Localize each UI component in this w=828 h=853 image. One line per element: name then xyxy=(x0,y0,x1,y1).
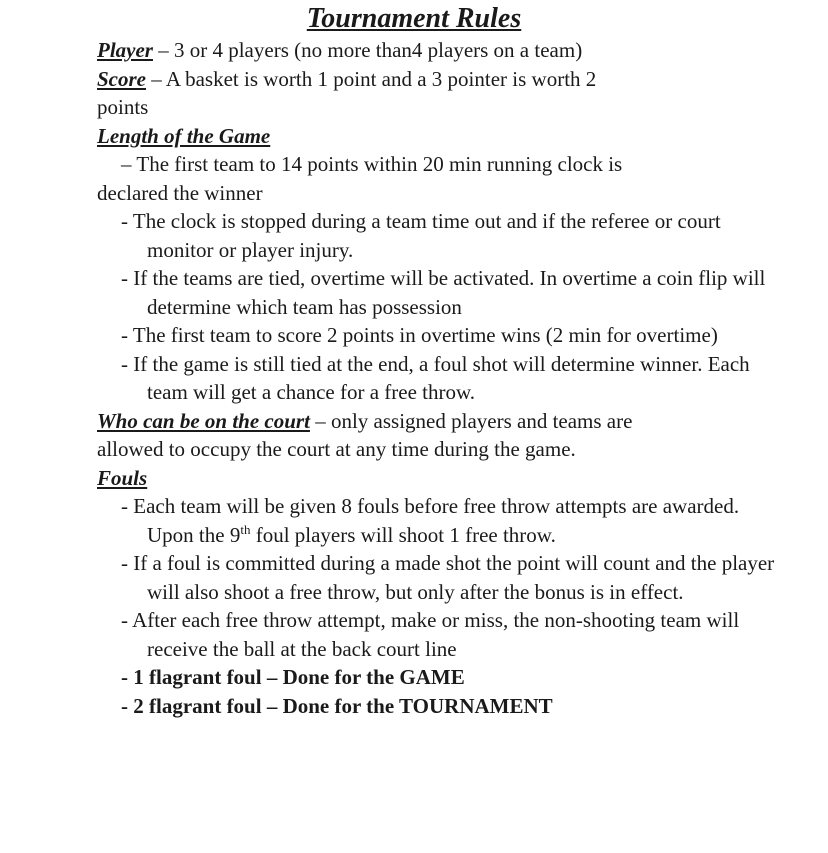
score-text: – A basket is worth 1 point and a 3 pointer is worth 2 xyxy=(146,66,597,91)
court-label: Who can be on the court xyxy=(97,408,310,433)
court-text: – only assigned players and teams are xyxy=(309,408,633,433)
fouls-label: Fouls xyxy=(97,465,148,490)
length-bullet-tiebreak: - If the game is still tied at the end, a foul shot will determine winner. Each team will get a chance for a free throw. xyxy=(121,351,750,404)
fouls-bullet-made-shot: - If a foul is committed during a made shot the point will count and the player will also shoot a free throw, but only after the bonus is in effect. xyxy=(121,551,775,604)
fouls-bullet-flagrant-tournament: - 2 flagrant foul – Done for the TOURNAMENT xyxy=(121,693,553,718)
length-bullet-overtime-win: - The first team to score 2 points in overtime wins (2 min for overtime) xyxy=(121,323,718,347)
length-bullet-clock: - The clock is stopped during a team time out and if the referee or court monitor or player injury. xyxy=(121,209,721,262)
score-label: Score xyxy=(97,66,146,91)
fouls-bullet-limit-text-end: foul players will shoot 1 free throw. xyxy=(250,522,556,547)
page-title: Tournament Rules xyxy=(306,3,522,34)
length-rule: – The first team to 14 points within 20 min running clock is xyxy=(121,152,623,176)
player-label: Player xyxy=(97,38,153,62)
length-label: Length of the Game xyxy=(97,123,271,148)
court-rule-continued: allowed to occupy the court at any time during the game. xyxy=(97,437,576,461)
player-rule xyxy=(97,36,788,65)
court-rule xyxy=(97,407,788,436)
length-heading xyxy=(97,122,788,151)
length-bullet-overtime: - If the teams are tied, overtime will be activated. In overtime a coin flip will determine which team has possession xyxy=(121,266,766,319)
fouls-bullet-possession: - After each free throw attempt, make or miss, the non-shooting team will receive the ball at the back court line xyxy=(121,608,740,661)
player-text: – 3 or 4 players (no more than4 players on a team) xyxy=(152,38,583,62)
score-rule xyxy=(97,65,788,94)
ordinal-suffix: th xyxy=(240,521,251,537)
length-rule-continued: declared the winner xyxy=(97,180,263,205)
fouls-bullet-limit-text: - Each team will be given 8 fouls before free throw attempts are awarded. Upon the 9 xyxy=(121,494,740,547)
fouls-bullet-limit xyxy=(121,492,788,549)
score-rule-continued: points xyxy=(97,95,149,119)
fouls-bullet-flagrant-game: - 1 flagrant foul – Done for the GAME xyxy=(121,665,465,689)
fouls-heading xyxy=(97,464,788,493)
